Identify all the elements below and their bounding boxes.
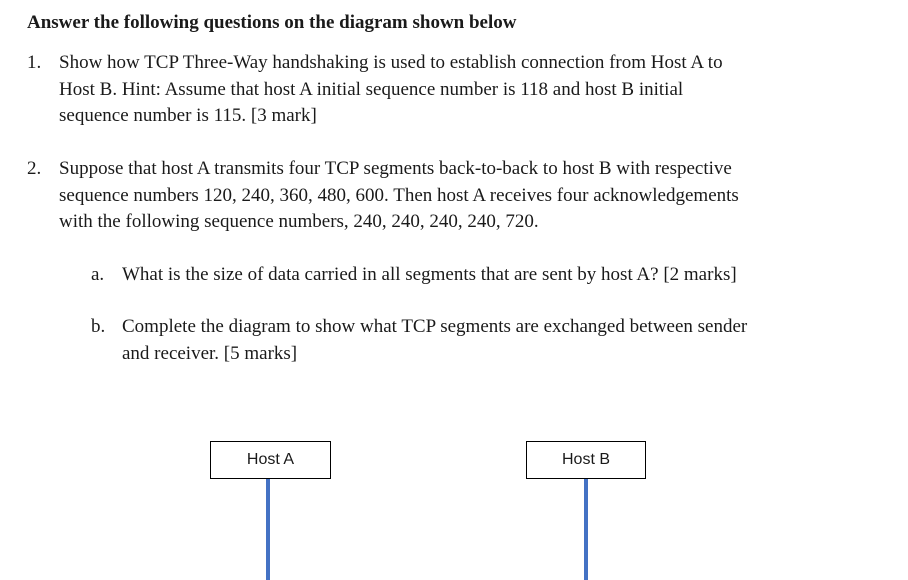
question-2-line: with the following sequence numbers, 240, 240, 240, 240, 720. bbox=[59, 211, 539, 232]
question-2-number: 2. bbox=[27, 158, 42, 179]
host-b-box: Host B bbox=[526, 441, 646, 479]
question-1-line: sequence number is 115. [3 mark] bbox=[59, 105, 317, 126]
host-b-timeline bbox=[584, 479, 588, 580]
question-2b-line: and receiver. [5 marks] bbox=[122, 342, 298, 364]
question-2-line: sequence numbers 120, 240, 360, 480, 600. Then host A receives four acknowledgements bbox=[59, 184, 739, 206]
question-2b-line: Complete the diagram to show what TCP segments are exchanged between sender bbox=[122, 316, 748, 337]
question-1-number: 1. bbox=[27, 52, 42, 73]
host-a-timeline bbox=[266, 479, 270, 580]
question-1-line: Host B. Hint: Assume that host A initial sequence number is 118 and host B initial bbox=[59, 78, 684, 100]
question-2a-line: What is the size of data carried in all segments that are sent by host A? [2 marks] bbox=[122, 264, 737, 285]
question-1-line: Show how TCP Three-Way handshaking is used to establish connection from Host A to bbox=[59, 52, 723, 73]
question-2a-number: a. bbox=[91, 264, 105, 285]
question-2-text bbox=[59, 156, 739, 236]
question-2a-text bbox=[122, 262, 737, 289]
host-a-box: Host A bbox=[210, 441, 331, 479]
question-1-text bbox=[59, 50, 723, 130]
question-2b-text bbox=[122, 314, 747, 367]
page-heading: Answer the following questions on the diagram shown below bbox=[27, 12, 517, 33]
question-2b-number: b. bbox=[91, 316, 106, 337]
question-2-line: Suppose that host A transmits four TCP segments back-to-back to host B with respective bbox=[59, 158, 732, 179]
